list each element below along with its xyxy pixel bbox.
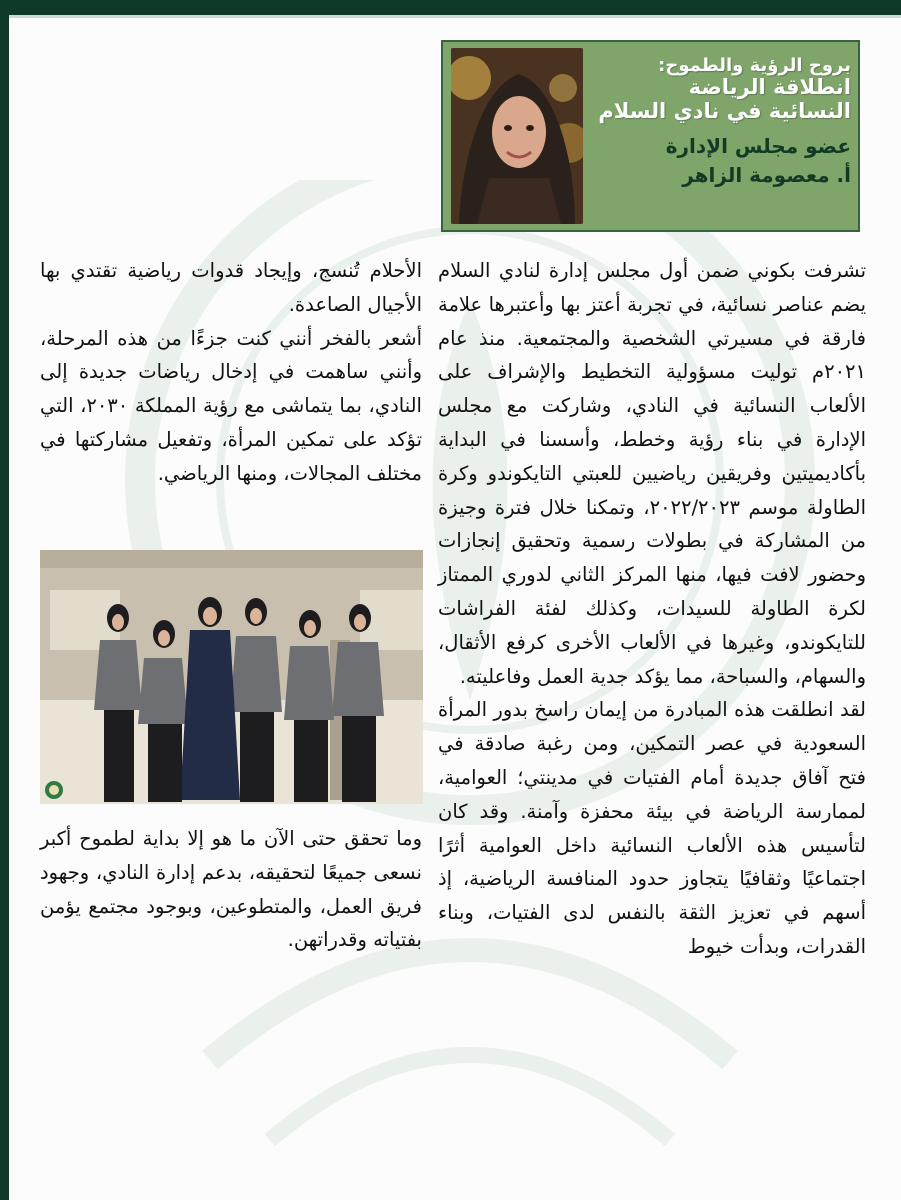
header-kicker: بروح الرؤية والطموح: bbox=[658, 55, 851, 76]
article-paragraph: تشرفت بكوني ضمن أول مجلس إدارة لنادي السلام يضم عناصر نسائية، في تجربة أعتز بها وأعتبرها علامة فارقة في مسيرتي الشخصية والمجتمعية. منذ عام ٢٠٢١م توليت مسؤولية التخطيط والإشراف على الألعاب النسائية في النادي، وشاركت مع مجلس الإدارة في بناء رؤية وخطط، وأسسنا في البداية بأكاديميتين وفريقين رياضيين للعبتي التايكوندو وكرة الطاولة موسم ٢٠٢٢/٢٠٢٣، وتمكنا خلال فترة وجيزة من المشاركة في بطولات رسمية وتحقيق إنجازات وحضور لافت فيها، منها المركز الثاني لدوري الممتاز لكرة الطاولة للسيدات، وكذلك لفئة الفراشات للتايكوندو، وغيرها في الألعاب الأخرى كرفع الأثقال، والسهام، والسباحة، مما يؤكد جدية العمل وفاعليته. bbox=[438, 259, 867, 688]
club-emblem-icon bbox=[44, 780, 64, 800]
article-paragraph: الأحلام تُنسج، وإيجاد قدوات رياضية تقتدي بها الأجيال الصاعدة. bbox=[40, 259, 422, 316]
header-title-line-1: انطلاقة الرياضة bbox=[688, 75, 851, 100]
article-right-column bbox=[438, 254, 866, 964]
left-margin-band bbox=[0, 15, 9, 1200]
article-paragraph: وما تحقق حتى الآن ما هو إلا بداية لطموح أكبر نسعى جميعًا لتحقيقه، بدعم إدارة النادي، وجهود فريق العمل، والمتطوعين، وبوجود مجتمع يؤمن بفتياته وقدراتهن. bbox=[40, 827, 422, 952]
header-text-block bbox=[593, 56, 851, 186]
article-left-column-bottom bbox=[40, 822, 422, 957]
author-name: أ. معصومة الزاهر bbox=[682, 162, 851, 187]
author-portrait bbox=[451, 48, 583, 224]
header-card bbox=[441, 40, 860, 232]
top-divider bbox=[0, 15, 901, 18]
article-paragraph: أشعر بالفخر أنني كنت جزءًا من هذه المرحلة، وأنني ساهمت في إدخال رياضات جديدة إلى النادي، بما يتماشى مع رؤية المملكة ٢٠٣٠، التي تؤكد على تمكين المرأة، وتفعيل مشاركتها في مختلف المجالات، ومنها الرياضي. bbox=[40, 326, 422, 485]
team-photo bbox=[40, 550, 423, 804]
header-title-line-2: النسائية في نادي السلام bbox=[598, 98, 851, 123]
top-banner-bar bbox=[0, 0, 901, 15]
article-paragraph: لقد انطلقت هذه المبادرة من إيمان راسخ بدور المرأة السعودية في عصر التمكين، ومن رغبة صادقة في فتح آفاق جديدة أمام الفتيات في مدينتي؛ العوامية، لممارسة الرياضة في بيئة محفزة وآمنة. وقد كان لتأسيس هذه الألعاب النسائية داخل العوامية أثرًا اجتماعيًا وثقافيًا يتجاوز حدود المنافسة الرياضية، إذ أسهم في تعزيز الثقة بالنفس لدى الفتيات، وبناء القدرات، وبدأت خيوط bbox=[438, 698, 866, 958]
author-role: عضو مجلس الإدارة bbox=[665, 134, 851, 159]
article-left-column-top bbox=[40, 254, 422, 491]
